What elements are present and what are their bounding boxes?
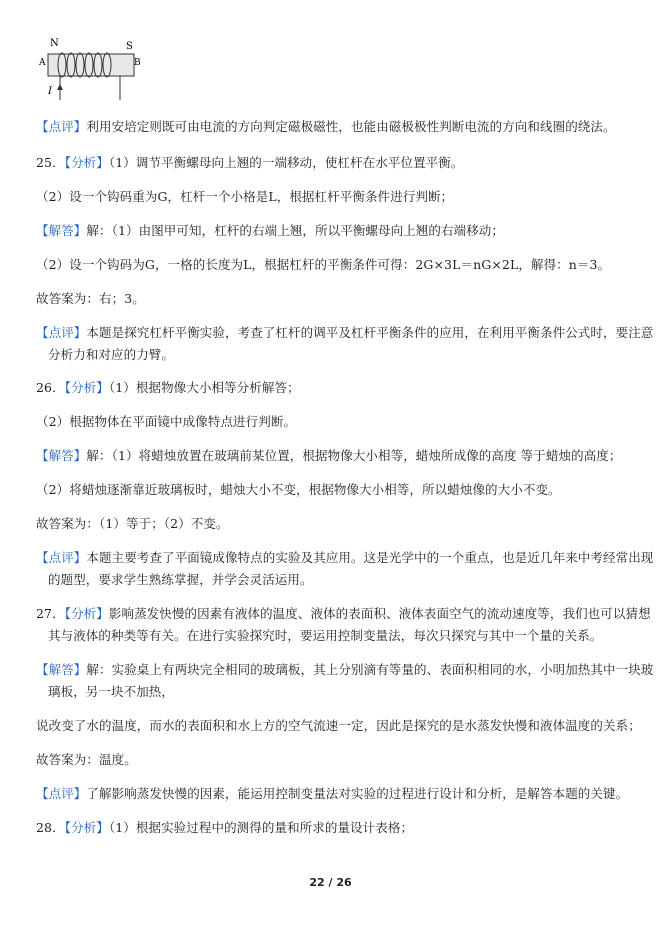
text-line [36, 819, 413, 837]
question-number: 26． [36, 380, 65, 395]
line-text: 故答案为：温度。 [36, 752, 137, 767]
text-line [36, 324, 653, 342]
text-line [36, 290, 145, 308]
label-a: A [39, 58, 46, 68]
line-text: 的题型，要求学生熟练掌握，并学会灵活运用。 [48, 572, 313, 587]
text-line [48, 571, 313, 589]
line-text: 利用安培定则既可由电流的方向判定磁极磁性，也能由磁极极性判断电流的方向和线圈的绕法。 [86, 119, 616, 134]
question-number: 27． [36, 606, 65, 621]
text-line [36, 154, 463, 172]
section-tag: 【解答】 [36, 223, 87, 238]
section-tag: 【分析】 [64, 606, 109, 621]
section-tag: 【点评】 [36, 325, 87, 340]
text-line [36, 481, 561, 499]
line-text: 本题主要考查了平面镜成像特点的实验及其应用。这是光学中的一个重点，也是近几年来中考经常出现 [86, 550, 654, 565]
line-text: 解：（1）将蜡烛放置在玻璃前某位置，根据物像大小相等，蜡烛所成像的高度 等于蜡烛的高度； [86, 448, 622, 463]
text-line [36, 515, 229, 533]
text-line [36, 379, 300, 397]
line-text: 璃板，另一块不加热， [48, 684, 175, 699]
line-text: （1）根据实验过程中的测得的量和所求的量设计表格； [108, 820, 414, 835]
solenoid-diagram [38, 36, 148, 102]
section-tag: 【点评】 [36, 550, 87, 565]
text-line [36, 413, 296, 431]
section-tag: 【点评】 [36, 119, 87, 134]
line-text: 故答案为：（1）等于；（2）不变。 [36, 516, 229, 531]
text-line [36, 222, 504, 240]
text-line [36, 661, 653, 679]
text-line [48, 346, 174, 364]
line-text: （2）设一个钩码重为G，杠杆一个小格是L，根据杠杆平衡条件进行判断； [36, 189, 454, 204]
line-text: 解：实验桌上有两块完全相同的玻璃板，其上分别滴有等量的、表面积相同的水，小明加热其中一块玻 [86, 662, 654, 677]
text-line [36, 118, 616, 136]
text-line [36, 717, 641, 735]
text-line [36, 751, 137, 769]
label-i: I [48, 86, 52, 97]
text-line [36, 549, 653, 567]
text-line [48, 627, 602, 645]
text-line [36, 785, 628, 803]
line-text: 分析力和对应的力臂。 [48, 347, 175, 362]
label-b: B [134, 58, 141, 68]
section-tag: 【点评】 [36, 786, 87, 801]
section-tag: 【分析】 [64, 820, 109, 835]
line-text: 其与液体的种类等有关。在进行实验探究时，要运用控制变量法，每次只探究与其中一个量的关系。 [48, 628, 603, 643]
line-text: （2）设一个钩码为G，一格的长度为L，根据杠杆的平衡条件可得：2G×3L＝nG×2L，解得：n＝3。 [36, 257, 611, 272]
line-text: 了解影响蒸发快慢的因素，能运用控制变量法对实验的过程进行设计和分析，是解答本题的关键。 [86, 786, 629, 801]
text-line [36, 256, 610, 274]
line-text: 说改变了水的温度，而水的表面积和水上方的空气流速一定，因此是探究的是水蒸发快慢和液体温度的关系； [36, 718, 641, 733]
label-n: N [50, 38, 59, 49]
question-number: 28． [36, 820, 65, 835]
text-line [36, 605, 651, 623]
line-text: 故答案为：右；3。 [36, 291, 145, 306]
text-line [36, 188, 453, 206]
section-tag: 【解答】 [36, 448, 87, 463]
line-text: （1）根据物像大小相等分析解答； [108, 380, 300, 395]
page-number: 22 / 26 [309, 876, 352, 889]
text-line [48, 683, 174, 701]
current-arrow-icon [57, 84, 63, 90]
line-text: 影响蒸发快慢的因素有液体的温度、液体的表面积、液体表面空气的流动速度等，我们也可以猜想 [108, 606, 651, 621]
text-line [36, 447, 621, 465]
solenoid-figure [38, 36, 148, 102]
iron-core [48, 54, 134, 76]
line-text: （1）调节平衡螺母向上翘的一端移动，使杠杆在水平位置平衡。 [108, 155, 464, 170]
section-tag: 【解答】 [36, 662, 87, 677]
section-tag: 【分析】 [64, 380, 109, 395]
line-text: （2）将蜡烛逐渐靠近玻璃板时，蜡烛大小不变，根据物像大小相等，所以蜡烛像的大小不变。 [36, 482, 561, 497]
line-text: 本题是探究杠杆平衡实验，考查了杠杆的调平及杠杆平衡条件的应用，在利用平衡条件公式时，要注意 [86, 325, 654, 340]
label-s: S [126, 41, 133, 52]
section-tag: 【分析】 [64, 155, 109, 170]
line-text: 解：（1）由图甲可知，杠杆的右端上翘，所以平衡螺母向上翘的右端移动； [86, 223, 505, 238]
line-text: （2）根据物体在平面镜中成像特点进行判断。 [36, 414, 297, 429]
question-number: 25． [36, 155, 65, 170]
